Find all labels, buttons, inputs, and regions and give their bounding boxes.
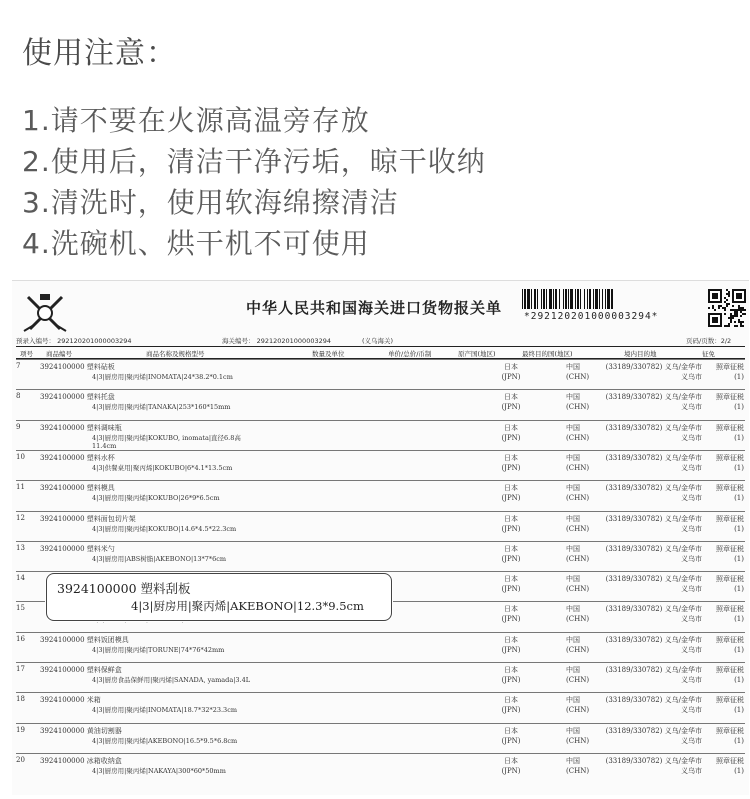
item-number: 8	[16, 392, 21, 401]
destination-country: 中国 (CHN)	[566, 514, 590, 533]
callout-code: 3924100000 塑料刮板	[57, 581, 191, 596]
item-number: 16	[16, 634, 25, 643]
origin-country: 日本 (JPN)	[501, 666, 521, 684]
table-row	[16, 450, 745, 482]
spec-text: 4|3|厨房用|聚丙烯|INOMATA|24*38.2*0.1cm	[92, 373, 233, 381]
spec-text: 4|3|供餐桌用|聚丙烯|KOKUBO|6*4.1*13.5cm	[92, 463, 233, 472]
table-row	[16, 723, 745, 755]
domestic-destination: (33189/330782) 义乌/金华市 义乌市	[605, 514, 702, 533]
col-commodity-code: 商品编号	[46, 350, 72, 358]
tax-treatment: 照章征税 (1)	[716, 635, 744, 654]
domestic-destination: (33189/330782) 义乌/金华市 义乌市	[605, 666, 702, 684]
header-rule	[16, 346, 745, 347]
domestic-destination: (33189/330782) 义乌/金华市 义乌市	[605, 363, 702, 381]
destination-country: 中国 (CHN)	[566, 726, 590, 745]
table-row	[16, 753, 745, 785]
item-number: 15	[16, 604, 25, 613]
col-item-no: 项号	[20, 350, 33, 358]
domestic-destination: (33189/330782) 义乌/金华市 义乌市	[605, 756, 702, 775]
origin-country: 日本 (JPN)	[501, 756, 521, 775]
table-row	[16, 511, 745, 543]
pre-entry-number: 预录入编号： 292120201000003294	[16, 337, 132, 345]
tax-treatment: 照章征税 (1)	[716, 453, 744, 472]
commodity-code: 3924100000 米箱	[40, 696, 101, 705]
domestic-destination: (33189/330782) 义乌/金华市 义乌市	[605, 605, 702, 624]
item-number: 13	[16, 543, 25, 552]
spec-text: 4|3|厨房用|聚丙烯|NAKAYA|300*60*50mm	[92, 766, 226, 775]
item-number: 19	[16, 725, 25, 734]
tax-treatment: 照章征税 (1)	[716, 756, 744, 775]
tax-treatment: 照章征税 (1)	[716, 544, 744, 563]
commodity-code: 3924100000 塑料托盘	[40, 393, 115, 402]
commodity-code: 3924100000 塑料饭团模具	[40, 635, 129, 644]
origin-country: 日本 (JPN)	[501, 605, 521, 624]
domestic-destination: (33189/330782) 义乌/金华市 义乌市	[605, 453, 702, 472]
destination-country: 中国 (CHN)	[566, 363, 590, 381]
qr-code-icon	[708, 289, 746, 327]
barcode	[522, 289, 702, 309]
spec-text: 4|3|厨房用|ABS树脂|AKEBONO|13*7*6cm	[92, 554, 227, 563]
spec-text: 4|3|厨房用|聚丙烯|KOKUBO|26*9*6.5cm	[92, 494, 220, 503]
domestic-destination: (33189/330782) 义乌/金华市 义乌市	[605, 575, 702, 594]
commodity-code: 3924100000 塑料保鲜盒	[40, 666, 122, 674]
destination-country: 中国 (CHN)	[566, 484, 590, 503]
tax-treatment: 照章征税 (1)	[716, 363, 744, 381]
destination-country: 中国 (CHN)	[566, 423, 590, 442]
origin-country: 日本 (JPN)	[501, 635, 521, 654]
barcode-text: *292120201000003294*	[524, 311, 659, 322]
table-row	[16, 632, 745, 664]
page-count: 页码/页数：2/2	[686, 337, 732, 345]
note-item: 3.清洗时，使用软海绵擦清洁	[22, 186, 399, 219]
item-number: 7	[16, 362, 21, 370]
item-number: 12	[16, 513, 25, 522]
note-item: 1.请不要在火源高温旁存放	[22, 104, 370, 137]
col-quantity: 数量及单位	[312, 350, 345, 358]
item-number: 14	[16, 574, 25, 583]
domestic-destination: (33189/330782) 义乌/金华市 义乌市	[605, 423, 702, 442]
tax-treatment: 照章征税 (1)	[716, 423, 744, 442]
item-number: 11	[16, 483, 25, 492]
domestic-destination: (33189/330782) 义乌/金华市 义乌市	[605, 726, 702, 745]
item-number: 18	[16, 695, 25, 704]
commodity-code: 3924100000 塑料水杯	[40, 453, 115, 462]
usage-notes	[22, 28, 486, 264]
domestic-destination: (33189/330782) 义乌/金华市 义乌市	[605, 544, 702, 563]
origin-country: 日本 (JPN)	[501, 696, 521, 715]
note-item: 2.使用后，清洁干净污垢，晾干收纳	[22, 145, 486, 178]
tax-treatment: 照章征税 (1)	[716, 726, 744, 745]
table-row	[16, 480, 745, 512]
domestic-destination: (33189/330782) 义乌/金华市 义乌市	[605, 696, 702, 715]
highlight-callout	[46, 573, 392, 621]
col-price: 单价/总价/币制	[388, 350, 432, 358]
origin-country: 日本 (JPN)	[501, 544, 521, 563]
customs-number: 海关编号： 292120201000003294	[222, 337, 332, 345]
commodity-code: 3924100000 冰箱收纳盒	[40, 756, 122, 765]
table-row	[16, 389, 745, 421]
table-row	[16, 692, 745, 724]
origin-country: 日本 (JPN)	[501, 393, 521, 412]
origin-country: 日本 (JPN)	[501, 575, 521, 594]
spec-text: 4|3|厨房用|聚丙烯|KOKUBO, inomata|直径6.8高 11.4cm	[92, 433, 241, 450]
destination-country: 中国 (CHN)	[566, 635, 590, 654]
spec-text: 4|3|厨房用|聚丙烯|KOKUBO|14.6*4.5*22.3cm	[92, 524, 237, 533]
table-row	[16, 662, 745, 694]
commodity-code: 3924100000 塑料米勺	[40, 544, 115, 553]
tax-treatment: 照章征税 (1)	[716, 393, 744, 412]
commodity-code: 3924100000 塑料模具	[40, 484, 115, 493]
spec-text: 4|3|厨房用|聚丙烯|TORUNE|74*76*42mm	[92, 645, 225, 654]
col-name-spec: 商品名称及规格型号	[146, 350, 205, 358]
callout-spec: 4|3|厨房用|聚丙烯|AKEBONO|12.3*9.5cm	[131, 599, 364, 613]
domestic-destination: (33189/330782) 义乌/金华市 义乌市	[605, 635, 702, 654]
commodity-code: 3924100000 塑料调味瓶	[40, 423, 122, 432]
tax-treatment: 照章征税 (1)	[716, 605, 744, 624]
col-tax: 征免	[702, 350, 715, 358]
destination-country: 中国 (CHN)	[566, 605, 590, 624]
col-origin: 原产国(地区)	[458, 350, 496, 358]
table-row	[16, 359, 745, 391]
commodity-code: 3924100000 黄油切割器	[40, 726, 122, 735]
origin-country: 日本 (JPN)	[501, 726, 521, 745]
item-number: 20	[16, 755, 25, 764]
table-row	[16, 541, 745, 573]
notes-title: 使用注意：	[22, 36, 177, 71]
origin-country: 日本 (JPN)	[501, 453, 521, 472]
item-number: 17	[16, 665, 25, 673]
customs-port: (义乌海关)	[362, 337, 394, 345]
destination-country: 中国 (CHN)	[566, 453, 590, 472]
destination-country: 中国 (CHN)	[566, 756, 590, 775]
tax-treatment: 照章征税 (1)	[716, 666, 744, 684]
domestic-destination: (33189/330782) 义乌/金华市 义乌市	[605, 393, 702, 412]
destination-country: 中国 (CHN)	[566, 393, 590, 412]
table-row	[16, 420, 745, 452]
origin-country: 日本 (JPN)	[501, 484, 521, 503]
tax-treatment: 照章征税 (1)	[716, 696, 744, 715]
destination-country: 中国 (CHN)	[566, 696, 590, 715]
spec-text: 4|3|厨房用|聚丙烯|AKEBONO|16.5*9.5*6.8cm	[92, 736, 238, 745]
customs-declaration	[12, 280, 749, 795]
spec-text: 4|3|厨房食品保鲜用|聚丙烯|SANADA, yamada|3.4L	[92, 676, 251, 684]
destination-country: 中国 (CHN)	[566, 575, 590, 594]
spec-text: 4|3|厨房用|聚丙烯|TANAKA|253*160*15mm	[92, 403, 231, 412]
spec-text: 4|3|厨房用|聚丙烯|INOMATA|18.7*32*23.3cm	[92, 706, 237, 715]
tax-treatment: 照章征税 (1)	[716, 575, 744, 594]
domestic-destination: (33189/330782) 义乌/金华市 义乌市	[605, 484, 702, 503]
destination-country: 中国 (CHN)	[566, 666, 590, 684]
origin-country: 日本 (JPN)	[501, 363, 521, 381]
note-item: 4.洗碗机、烘干机不可使用	[22, 227, 370, 260]
item-number: 9	[16, 422, 21, 431]
col-domestic-dest: 境内目的地	[624, 350, 657, 358]
customs-emblem-icon	[20, 291, 70, 335]
commodity-code: 3924100000 塑料砧板	[40, 363, 115, 371]
tax-treatment: 照章征税 (1)	[716, 484, 744, 503]
item-number: 10	[16, 452, 25, 461]
declaration-title: 中华人民共和国海关进口货物报关单	[246, 299, 503, 317]
destination-country: 中国 (CHN)	[566, 544, 590, 563]
tax-treatment: 照章征税 (1)	[716, 514, 744, 533]
origin-country: 日本 (JPN)	[501, 514, 521, 533]
col-destination: 最终目的国(地区)	[522, 350, 573, 358]
commodity-code: 3924100000 塑料面包切片架	[40, 514, 136, 523]
origin-country: 日本 (JPN)	[501, 423, 521, 442]
